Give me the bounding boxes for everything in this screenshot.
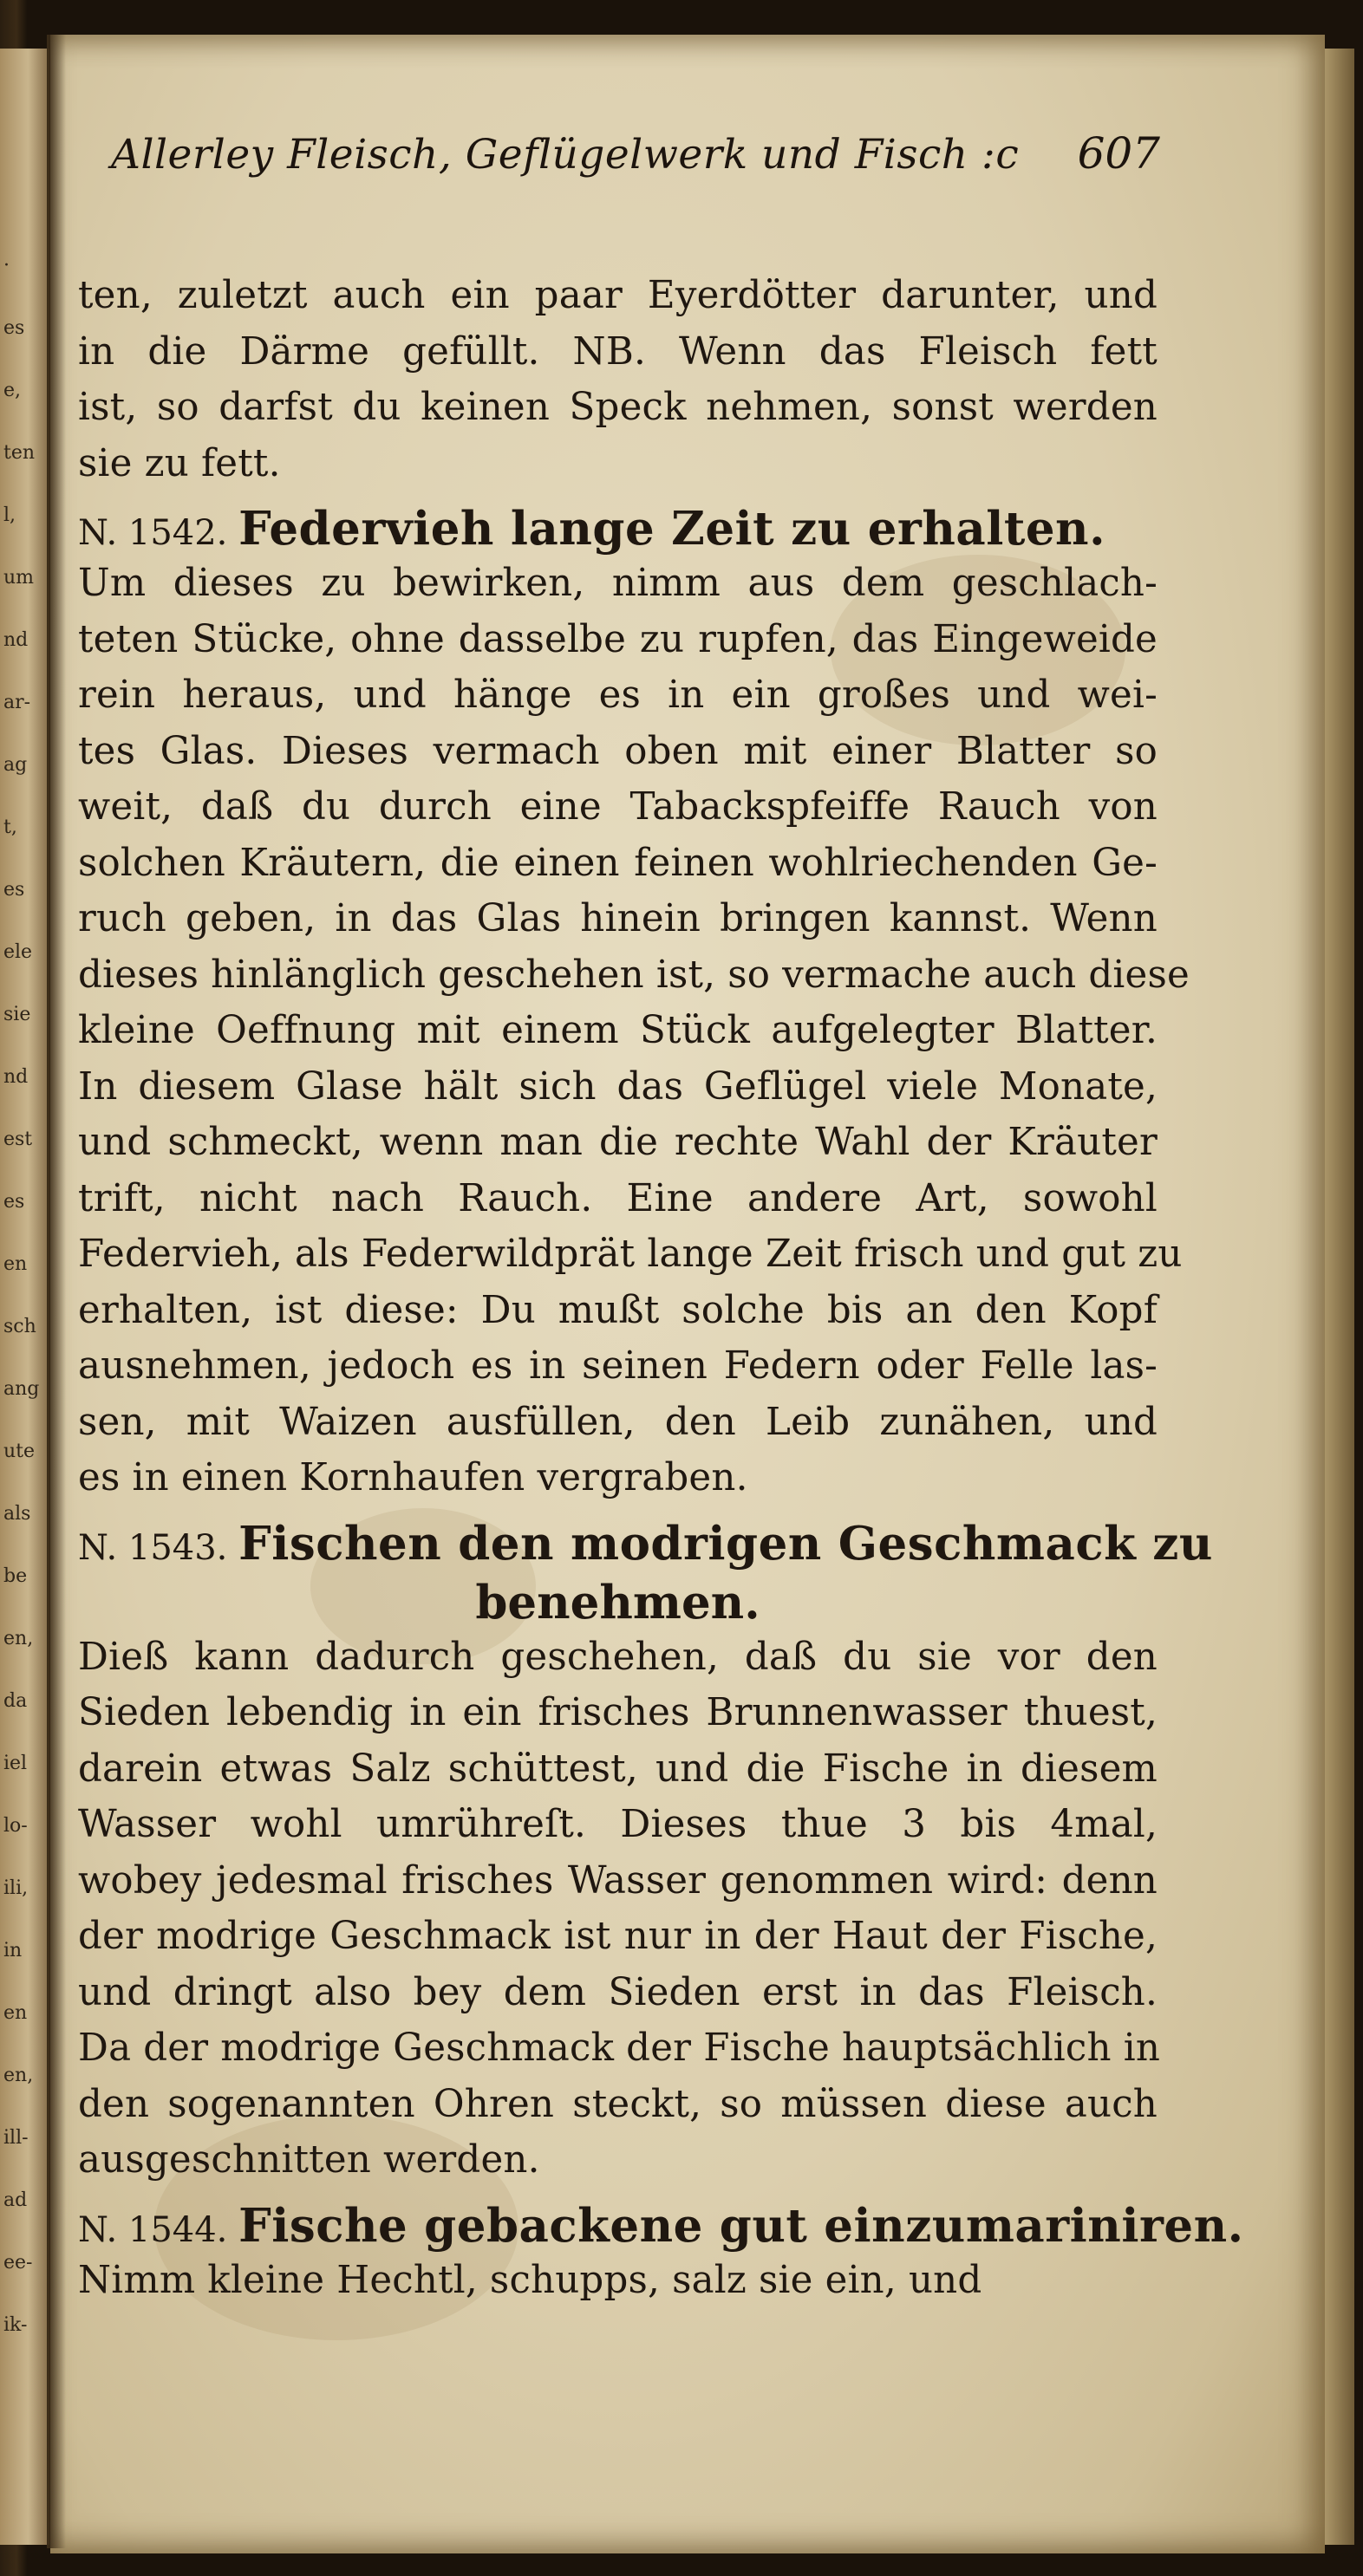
text-line: Sieden lebendig in ein frisches Brunnenwasser thuest, bbox=[78, 1691, 1158, 1734]
facing-page-fragment: en bbox=[3, 2002, 28, 2024]
text-line: darein etwas Salz schüttest, und die Fische in diesem bbox=[78, 1747, 1158, 1791]
text-line: Um dieses zu bewirken, nimm aus dem geschlach- bbox=[78, 562, 1158, 605]
text-line: der modrige Geschmack ist nur in der Haut der Fische, bbox=[78, 1915, 1158, 1958]
text-line: ten, zuletzt auch ein paar Eyerdötter darunter, und bbox=[78, 274, 1158, 317]
text-line: ausnehmen, jedoch es in seinen Federn oder Felle las- bbox=[78, 1344, 1158, 1388]
recipe-title-continued: benehmen. bbox=[475, 1575, 760, 1630]
text-line: teten Stücke, ohne dasselbe zu rupfen, das Eingeweide bbox=[78, 617, 1158, 661]
recipe-number: N. 1543. bbox=[78, 1527, 239, 1568]
facing-page-fragment: ang bbox=[3, 1378, 40, 1400]
text-line: weit, daß du durch eine Tabackspfeiffe Rauch von bbox=[78, 785, 1158, 829]
facing-page-fragment: lo- bbox=[3, 1815, 28, 1837]
text-line: Dieß kann dadurch geschehen, daß du sie vor den bbox=[78, 1635, 1158, 1679]
recipe-heading bbox=[78, 502, 1158, 556]
facing-page-fragment: ik- bbox=[3, 2314, 28, 2336]
text-line: dieses hinlänglich geschehen ist, so vermache auch diese bbox=[78, 953, 1190, 997]
facing-page-fragment: nd bbox=[3, 1066, 29, 1088]
text-line: erhalten, ist diese: Du mußt solche bis an den Kopf bbox=[78, 1288, 1158, 1332]
text-line: ruch geben, in das Glas hinein bringen kannst. Wenn bbox=[78, 897, 1158, 940]
facing-page-fragment: be bbox=[3, 1565, 28, 1587]
text-line: und dringt also bey dem Sieden erst in das Fleisch. bbox=[78, 1970, 1158, 2014]
facing-page-fragment: e, bbox=[3, 380, 22, 401]
running-title: Allerley Fleisch, Geflügelwerk und Fisch :c bbox=[111, 131, 1020, 179]
text-line: ausgeschnitten werden. bbox=[78, 2138, 540, 2182]
facing-page-fragment: es bbox=[3, 317, 25, 339]
page-header bbox=[111, 128, 1160, 179]
recipe-number: N. 1544. bbox=[78, 2209, 239, 2250]
text-line: kleine Oeffnung mit einem Stück aufgelegter Blatter. bbox=[78, 1009, 1158, 1052]
recipe-heading bbox=[78, 2198, 1244, 2253]
facing-page-fragment: es bbox=[3, 879, 25, 901]
text-line: rein heraus, und hänge es in ein großes und wei- bbox=[78, 673, 1158, 717]
facing-page-fragment: sch bbox=[3, 1316, 36, 1337]
facing-page-fragment: ar- bbox=[3, 692, 31, 713]
text-line: trift, nicht nach Rauch. Eine andere Art, sowohl bbox=[78, 1176, 1158, 1220]
facing-page-fragment: en, bbox=[3, 1628, 34, 1649]
facing-page-fragment: en bbox=[3, 1253, 28, 1275]
facing-page-fragment: es bbox=[3, 1191, 25, 1213]
facing-page-fragment: est bbox=[3, 1129, 33, 1150]
facing-page-fragment: t, bbox=[3, 816, 17, 838]
text-line: Wasser wohl umrühreſt. Dieses thue 3 bis 4mal, bbox=[78, 1803, 1158, 1846]
facing-page-fragment: ee- bbox=[3, 2252, 33, 2274]
spine-shadow bbox=[47, 35, 66, 2548]
text-line: es in einen Kornhaufen vergraben. bbox=[78, 1456, 748, 1499]
facing-page-edge bbox=[0, 49, 49, 2545]
recipe-title: Federvieh lange Zeit zu erhalten. bbox=[238, 502, 1106, 556]
text-line: den sogenannten Ohren steckt, so müssen diese auch bbox=[78, 2082, 1158, 2126]
facing-page-fragment: ill- bbox=[3, 2127, 29, 2149]
recipe-heading bbox=[78, 1516, 1213, 1571]
facing-page-fragment: ele bbox=[3, 941, 33, 963]
facing-page-fragment: da bbox=[3, 1690, 28, 1712]
recipe-number: N. 1542. bbox=[78, 513, 239, 553]
facing-page-fragment: als bbox=[3, 1503, 31, 1525]
text-line: sen, mit Waizen ausfüllen, den Leib zunähen, und bbox=[78, 1400, 1158, 1444]
facing-page-fragment: sie bbox=[3, 1004, 31, 1025]
page-number: 607 bbox=[1077, 128, 1160, 179]
facing-page-fragment: ad bbox=[3, 2189, 28, 2211]
text-line: tes Glas. Dieses vermach oben mit einer Blatter so bbox=[78, 729, 1158, 773]
text-line: solchen Kräutern, die einen feinen wohlriechenden Ge- bbox=[78, 841, 1158, 885]
text-line: Federvieh, als Federwildprät lange Zeit frisch und gut zu bbox=[78, 1233, 1183, 1276]
recipe-title: Fischen den modrigen Geschmack zu bbox=[238, 1516, 1213, 1571]
text-line: In diesem Glase hält sich das Geflügel viele Monate, bbox=[78, 1064, 1158, 1109]
facing-page-fragment: iel bbox=[3, 1753, 28, 1774]
facing-page-fragment: nd bbox=[3, 629, 29, 651]
facing-page-fragment: ag bbox=[3, 754, 28, 776]
facing-page-fragment: en, bbox=[3, 2065, 34, 2086]
facing-page-fragment: um bbox=[3, 567, 35, 589]
recipe-title: Fische gebackene gut einzumariniren. bbox=[238, 2198, 1244, 2253]
text-line: wobey jedesmal frisches Wasser genommen wird: denn bbox=[78, 1858, 1158, 1903]
facing-page-fragment: ili, bbox=[3, 1877, 29, 1899]
text-line: und schmeckt, wenn man die rechte Wahl der Kräuter bbox=[78, 1121, 1158, 1164]
text-line: Da der modrige Geschmack der Fische hauptsächlich in bbox=[78, 2026, 1161, 2070]
text-line: sie zu fett. bbox=[78, 441, 281, 485]
facing-page-fragment: in bbox=[3, 1940, 23, 1961]
text-line: in die Därme gefüllt. NB. Wenn das Fleisch fett bbox=[78, 329, 1158, 374]
facing-page-fragment: ute bbox=[3, 1441, 36, 1462]
facing-page-fragment: · bbox=[3, 255, 10, 276]
facing-page-fragment: ten bbox=[3, 442, 36, 464]
text-line: ist, so darfst du keinen Speck nehmen, sonst werden bbox=[78, 386, 1158, 429]
facing-page-fragment: l, bbox=[3, 504, 16, 526]
text-line: Nimm kleine Hechtl, schupps, salz sie ein, und bbox=[78, 2258, 982, 2302]
